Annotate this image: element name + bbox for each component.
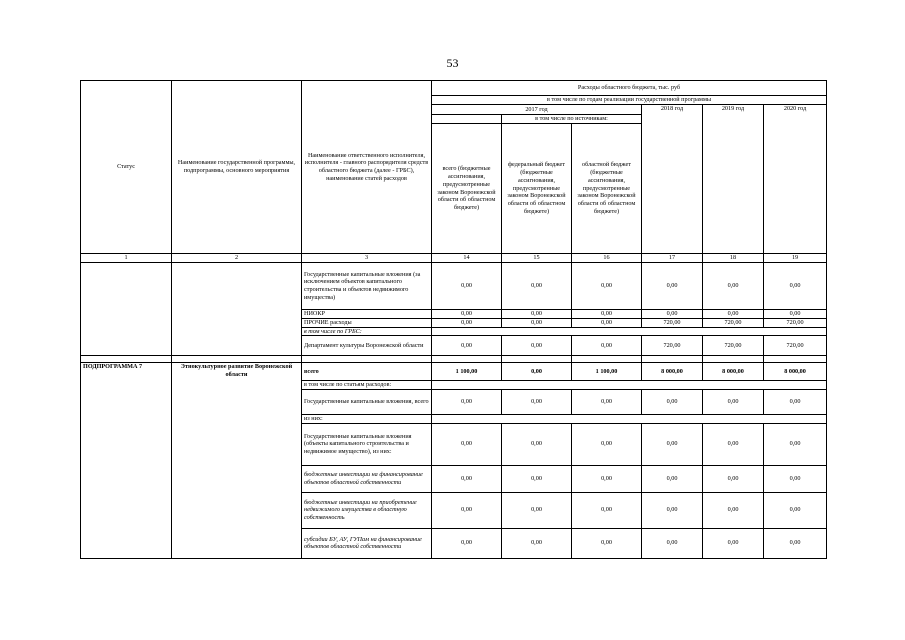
value-cell: 0,00: [572, 390, 642, 415]
value-cell: 0,00: [572, 465, 642, 492]
value-cell: 0,00: [432, 492, 502, 528]
col-number: 19: [764, 254, 827, 263]
value-cell: 0,00: [502, 263, 572, 310]
header-total-col: всего (бюджетные ассигнования, предусмотренные законом Воронежской области об областном бюджете): [432, 124, 502, 254]
value-cell: 0,00: [703, 465, 764, 492]
value-cell: 0,00: [764, 492, 827, 528]
value-cell: 0,00: [642, 528, 703, 558]
row-label: в том числе по статьям расходов:: [302, 381, 432, 390]
value-cell: 0,00: [502, 465, 572, 492]
value-cell: 0,00: [502, 336, 572, 356]
row-label: ПРОЧИЕ расходы: [302, 318, 432, 327]
value-cell: 0,00: [703, 263, 764, 310]
value-cell: 0,00: [572, 423, 642, 465]
subprogram-name: Этнокультурное развитие Воронежской области: [172, 363, 302, 559]
header-regional-col: областной бюджет (бюджетные ассигнования, предусмотренные законом Воронежской области об областном бюджете): [572, 124, 642, 254]
row-label: из них:: [302, 415, 432, 424]
value-cell: 0,00: [432, 390, 502, 415]
value-cell: 0,00: [764, 528, 827, 558]
row-label: Государственные капитальные вложения, всего: [302, 390, 432, 415]
value-cell: 0,00: [502, 318, 572, 327]
value-cell: 0,00: [432, 310, 502, 319]
value-cell: 0,00: [764, 423, 827, 465]
header-program-name: Наименование государственной программы, подпрограммы, основного мероприятия: [172, 81, 302, 254]
value-cell: 720,00: [642, 336, 703, 356]
value-cell: 720,00: [764, 318, 827, 327]
value-cell: 0,00: [764, 310, 827, 319]
value-cell: 0,00: [502, 492, 572, 528]
value-cell: 8 000,00: [703, 363, 764, 381]
empty-values: [432, 327, 827, 336]
header-by-sources: в том числе по источникам:: [502, 115, 642, 124]
value-cell: 0,00: [432, 423, 502, 465]
value-cell: 0,00: [502, 363, 572, 381]
value-cell: 0,00: [432, 465, 502, 492]
value-cell: 0,00: [572, 528, 642, 558]
value-cell: 0,00: [572, 336, 642, 356]
row-label: Государственные капитальные вложения (объекты капитального строительства и недвижимое имущество), из них:: [302, 423, 432, 465]
value-cell: 0,00: [432, 318, 502, 327]
value-cell: 0,00: [572, 492, 642, 528]
value-cell: 720,00: [703, 336, 764, 356]
status-cell-empty: [81, 263, 172, 356]
value-cell: 0,00: [432, 263, 502, 310]
row-label: субсидии БУ, АУ, ГУПам на финансирование объектов областной собственности: [302, 528, 432, 558]
value-cell: 0,00: [764, 465, 827, 492]
value-cell: 0,00: [703, 390, 764, 415]
row-label: бюджетные инвестиции на финансирование объектов областной собственности: [302, 465, 432, 492]
header-year-2017: 2017 год: [432, 105, 642, 115]
col-number: 14: [432, 254, 502, 263]
col-number: 18: [703, 254, 764, 263]
header-status: Статус: [81, 81, 172, 254]
budget-table: [80, 80, 827, 559]
value-cell: 0,00: [572, 318, 642, 327]
value-cell: 0,00: [432, 336, 502, 356]
col-number: 1: [81, 254, 172, 263]
value-cell: 1 100,00: [432, 363, 502, 381]
row-label: бюджетные инвестиции на приобретение недвижимого имущества в областную собственность: [302, 492, 432, 528]
col-number: 3: [302, 254, 432, 263]
value-cell: 8 000,00: [764, 363, 827, 381]
value-cell: 0,00: [502, 528, 572, 558]
value-cell: 0,00: [703, 492, 764, 528]
header-year-2019: 2019 год: [703, 105, 764, 254]
col-number: 17: [642, 254, 703, 263]
row-label: Государственные капитальные вложения (за исключением объектов капитального строительства и объектов недвижимого имущества): [302, 263, 432, 310]
col-number: 2: [172, 254, 302, 263]
value-cell: 0,00: [764, 263, 827, 310]
value-cell: 0,00: [703, 310, 764, 319]
value-cell: 0,00: [642, 390, 703, 415]
value-cell: 0,00: [703, 423, 764, 465]
header-year-2020: 2020 год: [764, 105, 827, 254]
value-cell: 0,00: [703, 528, 764, 558]
empty-values: [432, 381, 827, 390]
value-cell: 8 000,00: [642, 363, 703, 381]
value-cell: 0,00: [642, 465, 703, 492]
value-cell: 0,00: [502, 423, 572, 465]
page-number: 53: [446, 56, 459, 70]
value-cell: 0,00: [764, 390, 827, 415]
header-federal-col: федеральный бюджет (бюджетные ассигнования, предусмотренные законом Воронежской области об областном бюджете): [502, 124, 572, 254]
value-cell: 0,00: [572, 263, 642, 310]
header-by-years: в том числе по годам реализации государственной программы: [432, 96, 827, 105]
value-cell: 720,00: [764, 336, 827, 356]
header-year-2018: 2018 год: [642, 105, 703, 254]
value-cell: 0,00: [642, 310, 703, 319]
value-cell: 0,00: [642, 492, 703, 528]
value-cell: 0,00: [642, 263, 703, 310]
subprogram-total-label: всего: [302, 363, 432, 381]
col-number: 16: [572, 254, 642, 263]
row-label: Департамент культуры Воронежской области: [302, 336, 432, 356]
header-expenses: Расходы областного бюджета, тыс. руб: [432, 81, 827, 96]
program-cell-empty: [172, 263, 302, 356]
row-label-grbs: в том числе по ГРБС:: [302, 327, 432, 336]
subprogram-status: ПОДПРОГРАММА 7: [81, 363, 172, 559]
value-cell: 0,00: [572, 310, 642, 319]
value-cell: 0,00: [642, 423, 703, 465]
value-cell: 720,00: [703, 318, 764, 327]
empty-values: [432, 415, 827, 424]
value-cell: 0,00: [432, 528, 502, 558]
header-executor: Наименование ответственного исполнителя, исполнителя - главного распорядителя средств областного бюджета (далее - ГРБС), наименование статей расходов: [302, 81, 432, 254]
col-number: 15: [502, 254, 572, 263]
value-cell: 1 100,00: [572, 363, 642, 381]
value-cell: 0,00: [502, 310, 572, 319]
row-label: НИОКР: [302, 310, 432, 319]
value-cell: 0,00: [502, 390, 572, 415]
value-cell: 720,00: [642, 318, 703, 327]
